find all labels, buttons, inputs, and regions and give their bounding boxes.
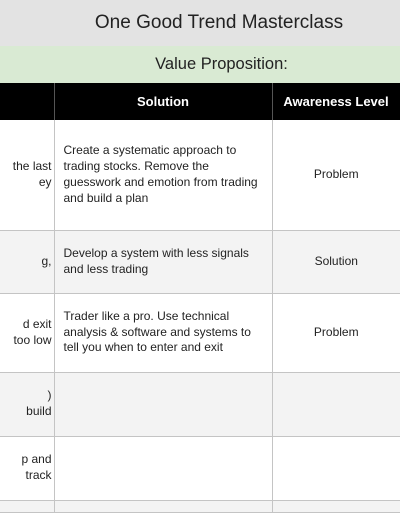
awareness-level-text: Problem [313,324,359,339]
header-awareness-level[interactable]: Awareness Level [272,83,400,120]
solution-text: Trader like a pro. Use technical analysis & software and systems to tell you when to enter and exit [63,308,251,355]
header-solution[interactable]: Solution [54,83,272,120]
sheet-subtitle: Value Proposition: [155,55,288,73]
header-problem[interactable] [0,83,54,120]
awareness-level-cell[interactable] [272,372,400,436]
problem-text-line: d exit [22,316,52,331]
awareness-level-text: Problem [313,166,359,181]
table-row [0,372,400,436]
solution-cell[interactable] [54,500,272,512]
problem-text-line: the last [12,158,52,173]
awareness-level-cell[interactable] [272,230,400,293]
table-row [0,120,400,230]
table-row [0,293,400,372]
problem-cell[interactable] [0,436,54,500]
problem-cell[interactable] [0,293,54,372]
awareness-level-cell[interactable] [272,120,400,230]
problem-cell[interactable] [0,120,54,230]
header-row [0,83,400,120]
problem-text-line: track [25,468,52,482]
solution-cell[interactable] [54,372,272,436]
awareness-level-cell[interactable] [272,436,400,500]
awareness-level-cell[interactable] [272,500,400,512]
problem-text-line: build [26,404,52,418]
problem-text-line: p and [21,452,52,467]
problem-text-line: too low [13,332,52,347]
solution-cell[interactable] [54,293,272,372]
solution-text: Create a systematic approach to trading stocks. Remove the guesswork and emotion from trading and build a plan [63,142,258,205]
sheet-title: One Good Trend Masterclass [94,12,344,33]
problem-text-line: ey [38,174,52,189]
solution-text: Develop a system with less signals and less trading [63,245,249,276]
table-row [0,500,400,512]
problem-cell[interactable] [0,500,54,512]
problem-text-line: ) [47,388,52,403]
awareness-level-cell[interactable] [272,293,400,372]
table-row [0,230,400,293]
solution-cell[interactable] [54,120,272,230]
sheet-title-cell[interactable] [0,0,400,47]
awareness-level-text: Solution [314,253,358,268]
problem-text-line: g, [41,253,52,268]
table-row [0,436,400,500]
solution-cell[interactable] [54,436,272,500]
problem-cell[interactable] [0,230,54,293]
sheet-subtitle-cell[interactable] [0,46,400,84]
problem-cell[interactable] [0,372,54,436]
value-proposition-table [0,83,400,513]
solution-cell[interactable] [54,230,272,293]
